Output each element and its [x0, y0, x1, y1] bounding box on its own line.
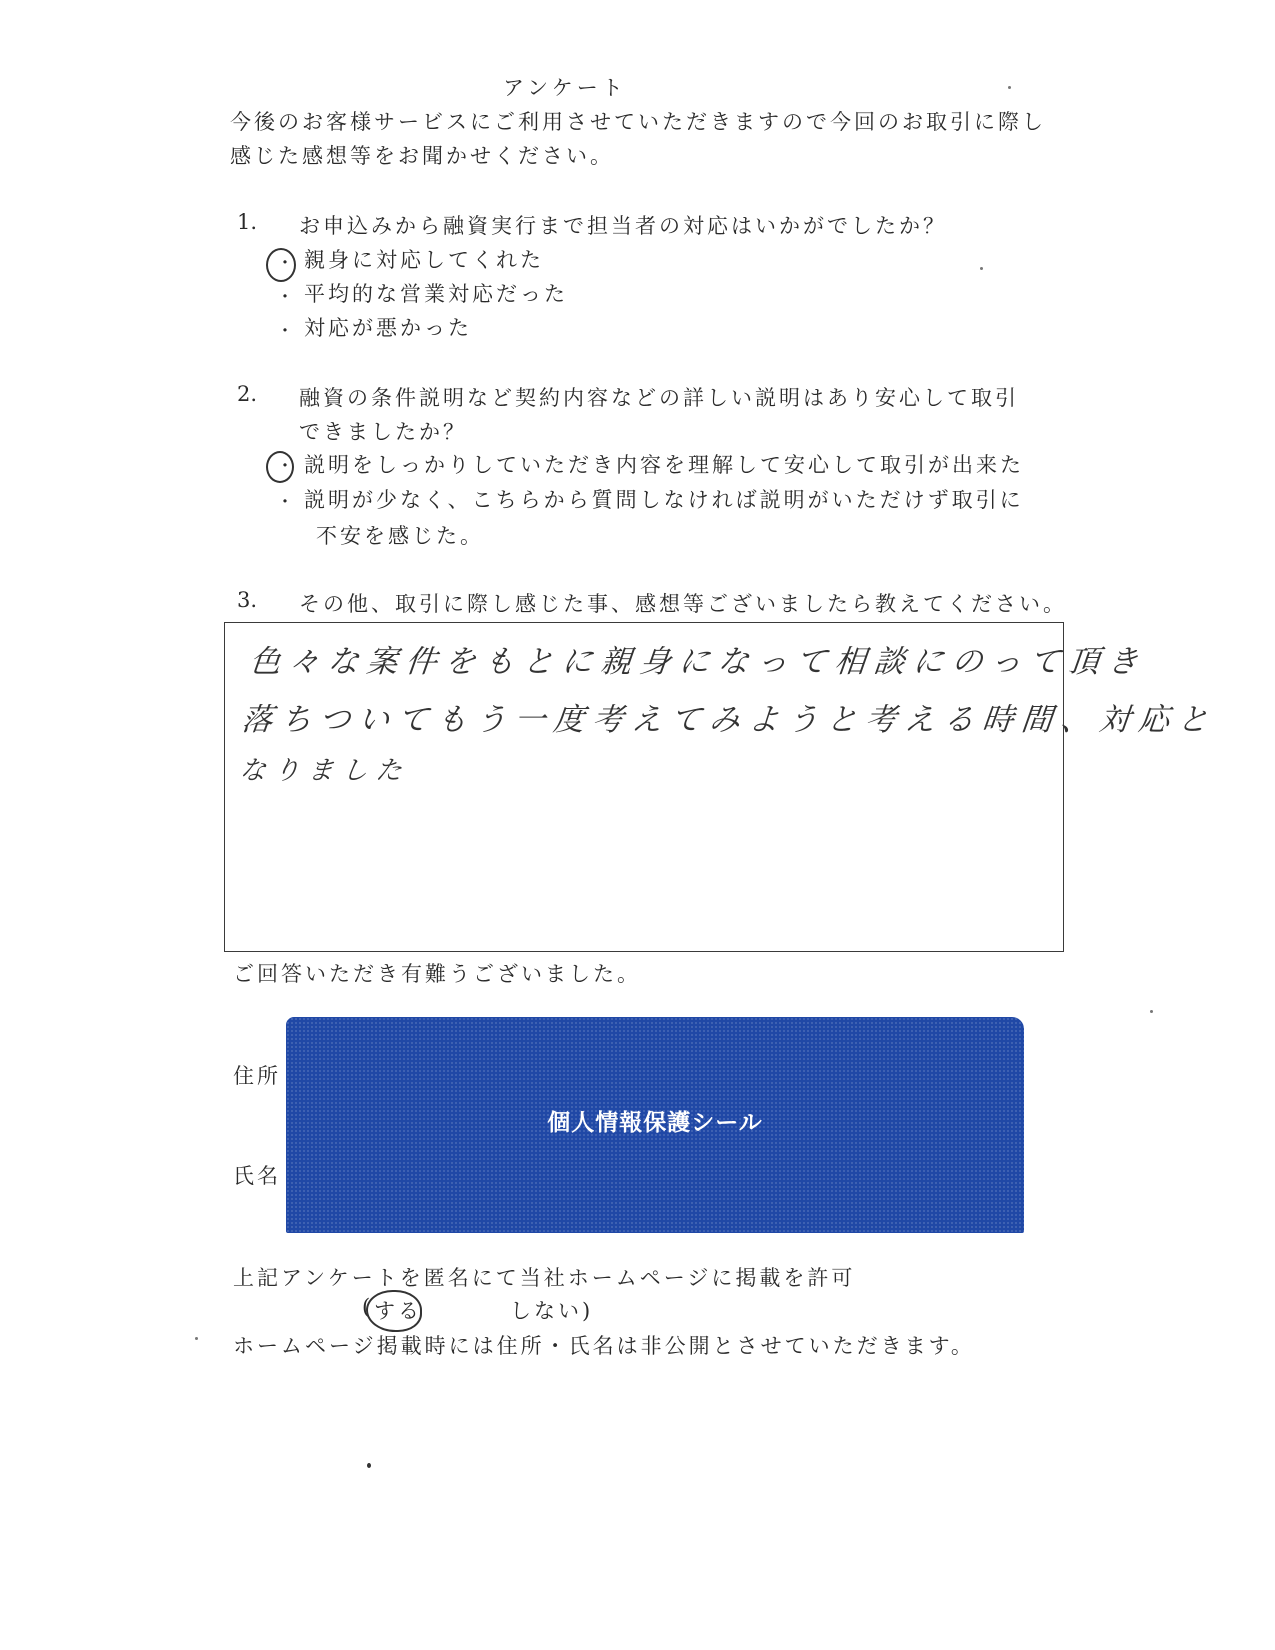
permission-option-yes[interactable]: する: [374, 1299, 422, 1323]
q1-text: お申込みから融資実行まで担当者の対応はいかがでしたか？: [299, 214, 947, 238]
q1-option-2: 平均的な営業対応だった: [304, 282, 568, 306]
q3-text: その他、取引に際し感じた事、感想等ございましたら教えてください。: [299, 592, 1067, 616]
q3-number: 3.: [237, 588, 258, 612]
q2-text-line-1: 融資の条件説明など契約内容などの詳しい説明はあり安心して取引: [299, 386, 1019, 410]
intro-line-2: 感じた感想等をお聞かせください。: [230, 144, 614, 168]
q3-handwritten-line-3: なりました: [238, 756, 412, 786]
q2-option-2-bullet: ・: [276, 492, 294, 513]
q2-option-1: 説明をしっかりしていただき内容を理解して安心して取引が出来た: [304, 453, 1024, 477]
permission-option-no[interactable]: しない): [510, 1299, 594, 1323]
footer-note: ホームページ掲載時には住所・氏名は非公開とさせていただきます。: [233, 1334, 975, 1358]
scan-speck: [367, 1463, 371, 1468]
scan-speck: [980, 267, 983, 270]
q1-option-1-bullet: ・: [276, 253, 294, 274]
thanks-text: ご回答いただき有難うございました。: [233, 962, 641, 986]
privacy-protection-seal: [286, 1017, 1024, 1233]
scan-speck: [195, 1337, 198, 1340]
intro-line-1: 今後のお客様サービスにご利用させていただきますので今回のお取引に際し: [230, 110, 1046, 134]
q2-option-2-line-1: 説明が少なく、こちらから質問しなければ説明がいただけず取引に: [304, 488, 1024, 512]
q1-option-1: 親身に対応してくれた: [304, 248, 544, 272]
q2-number: 2.: [237, 382, 258, 406]
q2-text-line-2: できましたか？: [299, 420, 467, 444]
q1-option-3-bullet: ・: [276, 321, 294, 342]
q3-handwritten-line-1: 色々な案件をもとに親身になって相談にのって頂き: [247, 644, 1149, 680]
privacy-seal-label: 個人情報保護シール: [547, 1109, 763, 1136]
scan-speck: [1008, 86, 1011, 89]
name-label: 氏名: [233, 1164, 281, 1188]
q2-option-1-bullet: ・: [276, 456, 294, 477]
permission-text: 上記アンケートを匿名にて当社ホームページに掲載を許可: [233, 1266, 856, 1290]
page-title: アンケート: [503, 76, 627, 100]
q1-option-2-bullet: ・: [276, 287, 294, 308]
scan-speck: [1150, 1010, 1153, 1013]
permission-open-paren: (: [362, 1295, 374, 1319]
address-label: 住所: [233, 1064, 281, 1088]
q3-handwritten-line-2: 落ちついてもう一度考えてみようと考える時間、対応と: [239, 702, 1219, 738]
q1-option-3: 対応が悪かった: [304, 316, 472, 340]
q1-number: 1.: [237, 210, 258, 234]
q2-option-2-line-2: 不安を感じた。: [316, 524, 484, 548]
